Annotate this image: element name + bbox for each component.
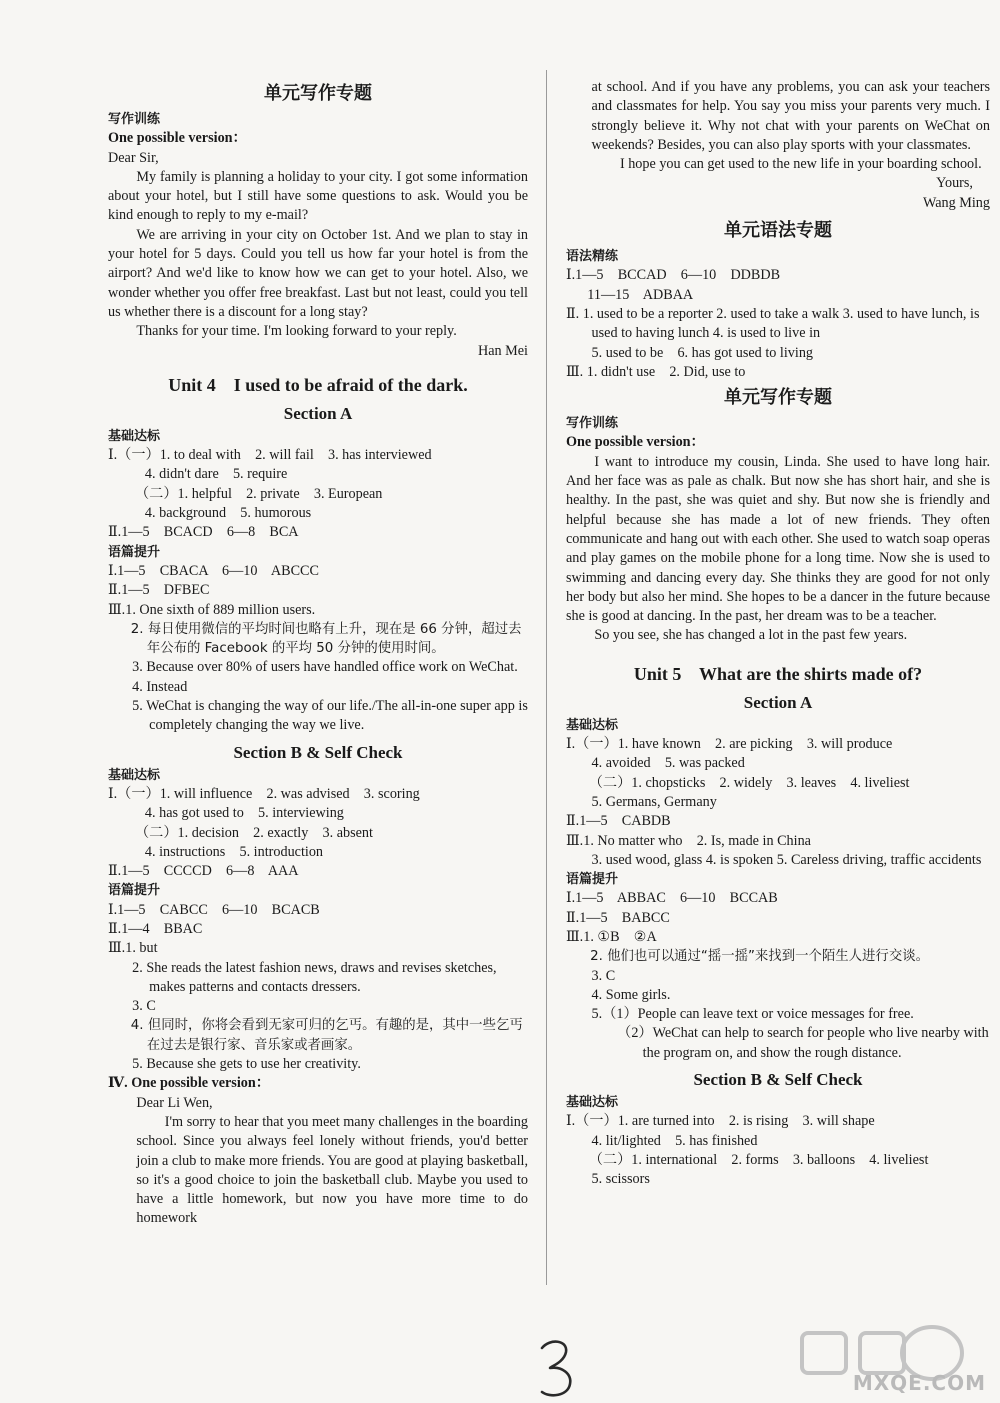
answer-line: Ⅱ.1—5 CCCCD 6—8 AAA: [108, 863, 299, 880]
answer-line: 4. avoided 5. was packed: [591, 755, 745, 772]
reading-improve-label: 语篇提升: [108, 883, 161, 899]
answer-line: 2. 每日使用微信的平均时间也略有上升，现在是 66 分钟，超过去年公布的 Facebook 的平均 50 分钟的使用时间。: [130, 621, 522, 657]
page-number: [536, 1338, 576, 1400]
answer-line: Ⅰ.1—5 CBACA 6—10 ABCCC: [108, 562, 319, 579]
letter-paragraph: We are arriving in your city on October 1st. And we plan to stay in your hotel for 5 days. Could you tell us how far your hotel is from the airport? And we'd like to know how we can get to your hotel. Also, we wonder whether you offer free breakfast. Last but not least, could you tell us whether there is a discount for a long stay?: [108, 226, 528, 320]
answer-line: Ⅰ.1—5 ABBAC 6—10 BCCAB: [566, 890, 778, 907]
answer-line: Ⅲ.1. ①B ②A: [566, 928, 657, 945]
answer-line: Ⅱ. 1. used to be a reporter 2. used to take a walk 3. used to have lunch, is used to having lunch 4. is used to live in: [566, 305, 980, 342]
letter-greeting: Dear Li Wen,: [136, 1094, 213, 1111]
answer-line: 4. has got used to 5. interviewing: [144, 805, 344, 822]
answer-line: 5.（1）People can leave text or voice messages for free.: [591, 1006, 914, 1023]
basic-practice-label: 基础达标: [108, 428, 161, 444]
watermark-text: MXQE.COM: [852, 1371, 986, 1395]
answer-line: 3. Because over 80% of users have handled office work on WeChat.: [132, 659, 518, 676]
answer-line: Ⅰ.1—5 CABCC 6—10 BCACB: [108, 901, 320, 918]
answer-line: Ⅰ.（一）1. to deal with 2. will fail 3. has interviewed: [108, 447, 432, 464]
section-a-title: Section A: [743, 692, 813, 712]
answer-line: （2）WeChat can help to search for people who live nearby with the program on, and show the rough distance.: [617, 1025, 989, 1061]
answer-line: 5. used to be 6. has got used to living: [591, 344, 814, 361]
answer-line: Ⅱ.1—4 BBAC: [108, 920, 203, 937]
answer-line: Ⅰ.（一）1. are turned into 2. is rising 3. will shape: [566, 1113, 875, 1130]
answer-line: Ⅲ.1. No matter who 2. Is, made in China: [566, 832, 811, 849]
answer-line: 4. Some girls.: [591, 986, 671, 1003]
answer-line: Ⅱ.1—5 DFBEC: [108, 582, 210, 599]
unit-grammar-heading: 单元语法专题: [724, 220, 832, 242]
letter-closing: Yours,: [936, 175, 973, 192]
letter-block: [108, 1094, 528, 1229]
possible-version-label: One possible version：: [108, 130, 247, 147]
possible-version-label: Ⅳ. One possible version：: [108, 1075, 270, 1092]
answer-line: Ⅲ. 1. didn't use 2. Did, use to: [566, 363, 746, 380]
answer-line: 5. Because she gets to use her creativity.: [132, 1056, 361, 1073]
writing-training-label: 写作训练: [108, 112, 161, 127]
section-a-title: Section A: [283, 403, 353, 423]
section-b-title: Section B & Self Check: [233, 742, 403, 762]
answer-line: Ⅰ.（一）1. have known 2. are picking 3. will produce: [566, 736, 893, 753]
answer-line: 4. instructions 5. introduction: [144, 843, 324, 860]
answer-line: 4. 但同时，你将会看到无家可归的乞丐。有趣的是，其中一些乞丐在过去是银行家、音乐家或者画家。: [130, 1018, 523, 1053]
possible-version-label: One possible version：: [566, 434, 705, 451]
answer-line: （二）1. international 2. forms 3. balloons 4. liveliest: [588, 1151, 929, 1168]
unit-writing-heading: 单元写作专题: [264, 83, 372, 104]
basic-practice-label: 基础达标: [108, 767, 161, 783]
answer-line: 3. C: [132, 998, 156, 1015]
answer-line: 5. Germans, Germany: [591, 793, 717, 810]
answer-line: 4. lit/lighted 5. has finished: [591, 1132, 758, 1149]
answer-line: 3. used wood, glass 4. is spoken 5. Careless driving, traffic accidents: [591, 851, 982, 868]
essay-paragraph: So you see, she has changed a lot in the past few years.: [594, 627, 908, 644]
letter-signature: Han Mei: [477, 342, 528, 359]
answer-line: 4. didn't dare 5. require: [144, 466, 288, 483]
grammar-practice-label: 语法精练: [566, 249, 619, 265]
answer-line: （二）1. chopsticks 2. widely 3. leaves 4. liveliest: [588, 774, 910, 791]
letter-paragraph: My family is planning a holiday to your city. I got some information about your hotel, but I still have some questions to ask. Would you be kind enough to reply to my e-mail?: [108, 168, 528, 224]
letter-paragraph: I hope you can get used to the new life in your boarding school.: [619, 156, 982, 173]
unit4-title: Unit 4 I used to be afraid of the dark.: [168, 374, 468, 395]
letter-continued: [566, 78, 990, 213]
left-column: [108, 78, 528, 1229]
section-b-title: Section B & Self Check: [693, 1070, 863, 1090]
unit5-title: Unit 5 What are the shirts made of?: [633, 663, 923, 684]
letter-paragraph: I'm sorry to hear that you meet many challenges in the boarding school. Since you always feel lonely without friends, you'd better join a club to make more friends. You are good at playing basketball, so it's a good choice to join the basketball club. Maybe you used to have a little homework, but now you have more time to do homework: [136, 1113, 528, 1227]
answer-line: Ⅰ.1—5 BCCAD 6—10 DDBDB: [566, 267, 781, 284]
answer-line: （二）1. helpful 2. private 3. European: [134, 485, 383, 502]
letter-greeting: Dear Sir,: [108, 149, 159, 166]
answer-line: 4. Instead: [132, 678, 188, 695]
basic-practice-label: 基础达标: [566, 717, 619, 733]
answer-line: Ⅱ.1—5 BABCC: [566, 909, 670, 926]
answer-line: 3. C: [591, 967, 616, 984]
answer-line: 2. 他们也可以通过“摇一摇”来找到一个陌生人进行交谈。: [590, 949, 929, 965]
reading-improve-label: 语篇提升: [108, 544, 161, 560]
answer-line: Ⅱ.1—5 CABDB: [566, 813, 671, 830]
letter-paragraph: at school. And if you have any problems, you can ask your teachers and classmates for help. You say you miss your parents very much. I strongly believe it. Why not chat with your parents on WeChat on weekends? Besides, you can also play sports with your classmates.: [591, 79, 990, 153]
answer-line: 5. WeChat is changing the way of our life./The all-in-one super app is completely changing the way we live.: [132, 698, 528, 734]
answer-line: 2. She reads the latest fashion news, draws and revises sketches, makes patterns and contacts dressers.: [132, 959, 497, 995]
writing-training-label: 写作训练: [566, 416, 619, 432]
answer-line: Ⅲ.1. but: [108, 940, 158, 957]
letter-signature: Wang Ming: [922, 194, 990, 211]
column-divider: [546, 70, 547, 1285]
answer-line: Ⅲ.1. One sixth of 889 million users.: [108, 601, 316, 618]
answer-line: 5. scissors: [591, 1171, 650, 1188]
answer-line: 11—15 ADBAA: [587, 286, 694, 303]
basic-practice-label: 基础达标: [566, 1095, 619, 1111]
answer-line: Ⅰ.（一）1. will influence 2. was advised 3. scoring: [108, 785, 420, 802]
reading-improve-label: 语篇提升: [566, 872, 619, 888]
answer-line: （二）1. decision 2. exactly 3. absent: [134, 824, 373, 841]
answer-line: 4. background 5. humorous: [144, 505, 312, 522]
essay-paragraph: I want to introduce my cousin, Linda. She used to have long hair. And her face was as pale as chalk. But now she has short hair, and she is healthy. In the past, she was quiet and shy. But now she is friendly and helpful because she has made a lot of new friends. They often communicate and hang out with each other. She used to watch soap operas and play games on the mobile phone for a long time. Now she is used to swimming and dancing every day. She thinks they are good for not only her body but also her mind. She hopes to be a dancer in the future because she is good at dancing. In the past, her dream was to be a teacher.: [566, 453, 990, 625]
answer-line: Ⅱ.1—5 BCACD 6—8 BCA: [108, 524, 299, 541]
letter-paragraph: Thanks for your time. I'm looking forward to your reply.: [136, 323, 457, 340]
right-column: [566, 78, 990, 1190]
unit-writing-heading: 单元写作专题: [724, 387, 832, 409]
